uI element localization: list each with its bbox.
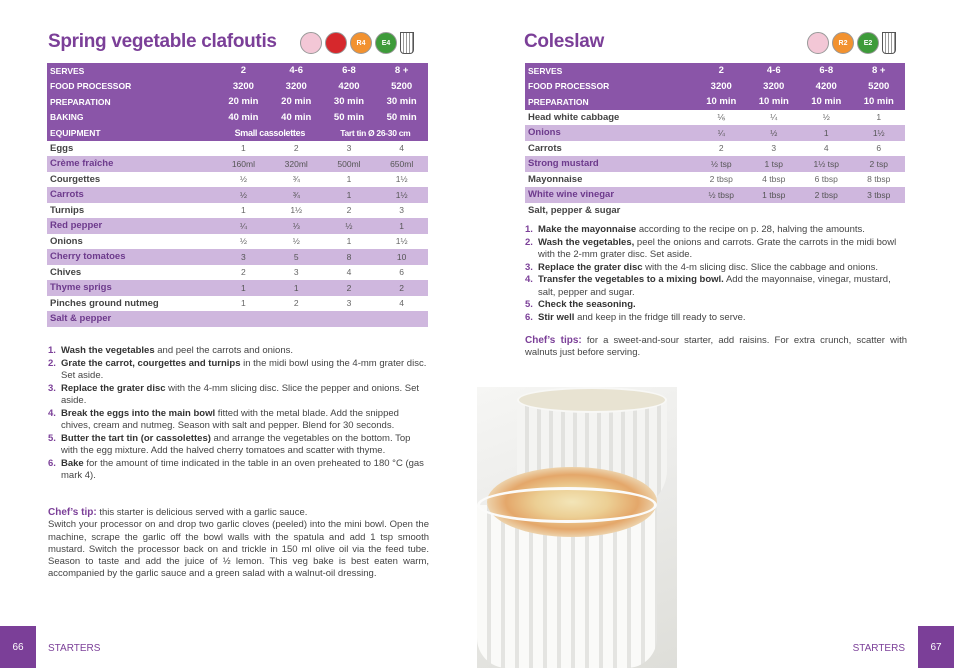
equipment-row: [47, 125, 428, 141]
table-cell: 6-8: [800, 63, 853, 79]
table-cell: 8 tbsp: [867, 174, 891, 185]
table-cell: 10: [375, 249, 428, 265]
row-label: Salt & pepper: [47, 311, 217, 327]
table-cell: 1½: [290, 205, 303, 216]
table-cell: 1: [375, 218, 428, 234]
table-cell: ¾: [292, 174, 300, 185]
table-cell: 3200: [270, 79, 323, 95]
step-text: fitted with the metal blade. Add the snipped chives, cream and nutmeg. Season with salt and pepper. Blend for 30 seconds.: [61, 407, 399, 431]
step-text: [538, 237, 907, 262]
row-label: SERVES: [525, 63, 695, 79]
step-text: with the 4-mm slicing disc. Slice the pepper and onions. Set aside.: [61, 382, 420, 406]
r4-badge-icon: R4: [350, 32, 372, 54]
table-cell: 1½: [395, 236, 408, 247]
table-cell: ½ tsp: [695, 156, 748, 172]
table-cell: 2: [217, 63, 270, 79]
step-action: Replace the grater disc: [538, 261, 643, 273]
table-cell: 2: [718, 143, 724, 154]
step-action: Bake: [61, 457, 84, 469]
table-cell: 3: [346, 143, 352, 154]
table-cell: Small cassolettes: [217, 125, 323, 141]
ingredients-table: [525, 63, 905, 218]
table-cell: [375, 311, 428, 327]
row-label: PREPARATION: [525, 94, 695, 110]
step-action: Wash the vegetables: [61, 345, 155, 356]
table-cell: 1: [323, 187, 376, 203]
table-cell: 40 min: [217, 110, 270, 126]
step-number: 6.: [48, 457, 56, 469]
table-row: [47, 94, 428, 110]
table-cell: 4: [346, 267, 352, 278]
r2-badge-icon: R2: [832, 32, 854, 54]
ramekin-rim: [477, 487, 657, 523]
table-cell: [800, 203, 853, 219]
table-cell: 320ml: [270, 156, 323, 172]
table-cell: 2: [293, 298, 299, 309]
row-label: Salt, pepper & sugar: [528, 204, 621, 216]
row-label: Mayonnaise: [528, 173, 583, 185]
step-number: 1.: [525, 224, 533, 235]
table-row: [47, 141, 428, 157]
table-cell: 500ml: [323, 156, 376, 172]
blender-icon: [807, 32, 829, 54]
table-cell: ¼: [217, 218, 270, 234]
row-label: SERVES: [47, 63, 217, 79]
table-cell: 3200: [217, 79, 270, 95]
step: [525, 312, 907, 325]
ingredients-table: [47, 63, 428, 327]
step-number: 2.: [525, 236, 533, 248]
table-cell: 1: [270, 280, 323, 296]
row-label: Thyme sprigs: [47, 280, 217, 296]
step-action: Butter the tart tin (or cassolettes): [61, 432, 211, 444]
table-cell: 1: [346, 236, 352, 247]
step-number: 3.: [48, 382, 56, 394]
table-cell: 40 min: [270, 110, 323, 126]
step-number: 6.: [525, 311, 533, 323]
table-row: [47, 187, 428, 203]
section-label: STARTERS: [48, 643, 101, 654]
table-cell: 5200: [375, 79, 428, 95]
step-text: and keep in the fridge till ready to serve.: [574, 311, 746, 323]
table-row: [525, 63, 905, 79]
table-cell: Tart tin Ø 26-30 cm: [323, 125, 428, 141]
table-cell: 3: [399, 205, 405, 216]
step-action: Transfer the vegetables to a mixing bowl.: [538, 274, 724, 285]
table-cell: 1½: [853, 125, 906, 141]
table-cell: ½: [748, 125, 801, 141]
table-cell: 6: [876, 143, 882, 154]
step-text: [538, 299, 636, 312]
table-cell: 20 min: [270, 94, 323, 110]
table-cell: 2: [241, 267, 246, 278]
table-cell: 4: [399, 298, 405, 309]
chefs-tip: [48, 507, 429, 581]
appliance-icons: [300, 32, 414, 54]
table-cell: 1: [800, 125, 853, 141]
table-row: [47, 265, 428, 281]
step-text: according to the recipe on p. 28, halving the amounts.: [636, 224, 865, 235]
recipe-title: Coleslaw: [524, 31, 604, 52]
step-action: Replace the grater disc: [61, 382, 166, 394]
step-text: [538, 224, 865, 237]
step: [525, 299, 907, 312]
table-cell: ⅓: [270, 218, 323, 234]
table-row: [525, 125, 905, 141]
step-action: Break the eggs into the main bowl: [61, 407, 216, 419]
row-label: White wine vinegar: [525, 187, 695, 203]
step-text: for the amount of time indicated in the table in an oven preheated to 180 °C (gas mark 4).: [61, 457, 424, 481]
table-cell: 4: [399, 143, 405, 154]
table-cell: 3200: [748, 79, 801, 95]
table-cell: 10 min: [800, 94, 853, 110]
step-text: [61, 458, 429, 483]
row-label: Pinches ground nutmeg: [50, 297, 159, 309]
table-cell: 1: [217, 280, 270, 296]
table-row: [47, 156, 428, 172]
method-steps: [525, 224, 907, 324]
step-text: [538, 262, 878, 275]
step-number: 5.: [525, 299, 533, 310]
table-cell: 1 tsp: [748, 156, 801, 172]
appliance-icons: [807, 32, 896, 54]
step: [525, 224, 907, 237]
table-row: [525, 141, 905, 157]
table-cell: 4: [823, 143, 829, 154]
table-cell: 4200: [800, 79, 853, 95]
table-cell: ½: [822, 112, 830, 123]
table-row: [47, 218, 428, 234]
step-text: [61, 358, 429, 383]
table-cell: 10 min: [695, 94, 748, 110]
table-cell: 4200: [323, 79, 376, 95]
table-cell: 1: [876, 112, 882, 123]
table-row: [47, 63, 428, 79]
table-cell: 1: [241, 205, 246, 216]
table-cell: [217, 311, 270, 327]
table-cell: 2 tbsp: [709, 174, 733, 185]
row-label: Carrots: [528, 142, 562, 154]
right-page: [477, 0, 954, 668]
row-label: FOOD PROCESSOR: [525, 79, 695, 95]
step-action: Grate the carrot, courgettes and turnips: [61, 357, 241, 369]
step-text: [538, 274, 907, 299]
tip-text: this starter is delicious served with a garlic sauce.: [96, 507, 308, 518]
table-cell: 4-6: [270, 63, 323, 79]
table-cell: 1: [241, 298, 246, 309]
table-cell: 160ml: [217, 156, 270, 172]
table-cell: 5: [270, 249, 323, 265]
row-label: PREPARATION: [47, 94, 217, 110]
table-cell: [748, 203, 801, 219]
step-text: [61, 345, 293, 358]
mixer-icon: [325, 32, 347, 54]
row-label: Red pepper: [47, 218, 217, 234]
table-cell: [853, 203, 906, 219]
table-cell: 8 +: [375, 63, 428, 79]
table-cell: 2: [323, 280, 376, 296]
step-text: [61, 433, 429, 458]
table-cell: 2 tbsp: [800, 187, 853, 203]
table-cell: [323, 311, 376, 327]
table-cell: 2 tsp: [853, 156, 906, 172]
tip-title: Chef’s tips:: [525, 335, 582, 346]
step-text: and arrange the vegetables on the bottom. Top with the egg mixture. Add the halved cherry tomatoes and scatter with thyme.: [61, 432, 411, 456]
table-cell: 3: [771, 143, 777, 154]
step-text: [61, 408, 429, 433]
e4-badge-icon: E4: [375, 32, 397, 54]
step: [48, 408, 429, 433]
section-label: STARTERS: [852, 643, 905, 654]
table-cell: ½: [239, 236, 247, 247]
glass-icon: [882, 32, 896, 54]
table-cell: 1½ tsp: [800, 156, 853, 172]
step: [525, 237, 907, 262]
table-cell: ½: [239, 174, 247, 185]
chefs-tip: [525, 335, 907, 360]
step: [48, 458, 429, 483]
step-number: 4.: [525, 274, 533, 285]
step-number: 4.: [48, 407, 56, 419]
table-cell: ¼: [695, 125, 748, 141]
step: [48, 358, 429, 383]
table-cell: 3: [217, 249, 270, 265]
table-cell: 20 min: [217, 94, 270, 110]
table-cell: 8 +: [853, 63, 906, 79]
table-cell: 6-8: [323, 63, 376, 79]
table-row: [47, 296, 428, 312]
table-cell: 1½: [375, 187, 428, 203]
table-cell: 10 min: [853, 94, 906, 110]
table-cell: [695, 203, 748, 219]
table-cell: ½: [217, 187, 270, 203]
table-row: [47, 234, 428, 250]
table-cell: 8: [323, 249, 376, 265]
table-cell: 4-6: [748, 63, 801, 79]
row-label: Head white cabbage: [528, 111, 620, 123]
step: [48, 433, 429, 458]
table-cell: 2: [293, 143, 299, 154]
table-row: [47, 249, 428, 265]
table-cell: 3 tbsp: [853, 187, 906, 203]
row-label: Onions: [525, 125, 695, 141]
step: [48, 383, 429, 408]
tip-text: for a sweet-and-sour starter, add raisins. For extra crunch, scatter with walnuts just before serving.: [525, 335, 907, 359]
step: [48, 345, 429, 358]
page-number: 66: [0, 626, 36, 668]
ramekin-back-rim: [517, 387, 667, 413]
step-text: [61, 383, 429, 408]
step-action: Check the seasoning.: [538, 299, 636, 310]
row-label: Courgettes: [50, 173, 101, 185]
table-row: [47, 280, 428, 296]
table-row: [525, 94, 905, 110]
table-cell: ½: [292, 236, 300, 247]
step-number: 2.: [48, 357, 56, 369]
table-row: [47, 311, 428, 327]
step-text: peel the onions and carrots. Grate the carrots in the midi bowl with the 2-mm grater disc. Set aside.: [538, 236, 897, 260]
table-cell: [270, 311, 323, 327]
table-cell: 50 min: [375, 110, 428, 126]
table-cell: 1: [241, 143, 246, 154]
table-cell: 2: [695, 63, 748, 79]
recipe-title: Spring vegetable clafoutis: [48, 31, 277, 52]
table-cell: 6: [399, 267, 405, 278]
table-row: [47, 110, 428, 126]
table-cell: 1½: [395, 174, 408, 185]
row-label: EQUIPMENT: [47, 125, 217, 141]
table-cell: 1: [346, 174, 352, 185]
table-row: [47, 172, 428, 188]
table-cell: 3: [346, 298, 352, 309]
row-label: BAKING: [47, 110, 217, 126]
table-cell: 650ml: [375, 156, 428, 172]
table-cell: 30 min: [323, 94, 376, 110]
table-cell: 10 min: [748, 94, 801, 110]
step-action: Make the mayonnaise: [538, 224, 637, 235]
tip-title: Chef’s tip:: [48, 507, 97, 518]
table-cell: 2: [346, 205, 352, 216]
glass-icon: [400, 32, 414, 54]
table-row: [525, 203, 905, 219]
table-row: [525, 187, 905, 203]
table-cell: 30 min: [375, 94, 428, 110]
row-label: Carrots: [47, 187, 217, 203]
table-row: [525, 156, 905, 172]
row-label: FOOD PROCESSOR: [47, 79, 217, 95]
method-steps: [48, 345, 429, 483]
table-cell: ¾: [270, 187, 323, 203]
step-text: [538, 312, 746, 325]
table-row: [47, 203, 428, 219]
table-row: [525, 110, 905, 126]
row-label: Eggs: [50, 142, 74, 154]
table-cell: 6 tbsp: [814, 174, 838, 185]
table-row: [525, 79, 905, 95]
step: [525, 262, 907, 275]
step-number: 3.: [525, 261, 533, 273]
coleslaw-photo: [477, 387, 677, 668]
row-label: Cherry tomatoes: [47, 249, 217, 265]
row-label: Strong mustard: [525, 156, 695, 172]
step-action: Stir well: [538, 311, 575, 323]
table-cell: 2: [375, 280, 428, 296]
table-row: [47, 79, 428, 95]
row-label: Chives: [50, 266, 82, 278]
table-cell: 5200: [853, 79, 906, 95]
step-number: 1.: [48, 345, 56, 356]
row-label: Crème fraîche: [47, 156, 217, 172]
tip-text: Switch your processor on and drop two garlic cloves (peeled) into the mini bowl. Open the machine, scrape the garlic off the bowl walls with the spatula and add 1 tsp smooth mustard. Switch the processor back on and trickle in 150 ml olive oil via the feed tube. Season to taste and add the juice of ½ lemon. This veg bake is best eaten warm, accompanied by the garlic sauce and a green salad with a walnut-oil dressing.: [48, 519, 429, 580]
table-cell: ⅙: [717, 111, 726, 122]
step-text: in the midi bowl using the 4-mm grater disc. Set aside.: [61, 357, 427, 381]
table-cell: ½: [323, 218, 376, 234]
e2-badge-icon: E2: [857, 32, 879, 54]
row-label: Turnips: [50, 204, 85, 216]
table-cell: 3200: [695, 79, 748, 95]
table-cell: 4 tbsp: [762, 174, 786, 185]
step-number: 5.: [48, 432, 56, 444]
blender-icon: [300, 32, 322, 54]
table-cell: 1 tbsp: [748, 187, 801, 203]
step-text: Add the mayonnaise, vinegar, mustard, salt, pepper and sugar.: [538, 274, 891, 298]
table-cell: 3: [293, 267, 299, 278]
table-cell: ¼: [770, 112, 778, 123]
step-text: with the 4-m slicing disc. Slice the cabbage and onions.: [642, 261, 879, 273]
step-action: Wash the vegetables,: [538, 236, 635, 248]
table-cell: ½ tbsp: [695, 187, 748, 203]
row-label: Onions: [50, 235, 83, 247]
table-cell: 50 min: [323, 110, 376, 126]
page-number: 67: [918, 626, 954, 668]
step: [525, 274, 907, 299]
step-text: and peel the carrots and onions.: [154, 345, 293, 356]
table-row: [525, 172, 905, 188]
